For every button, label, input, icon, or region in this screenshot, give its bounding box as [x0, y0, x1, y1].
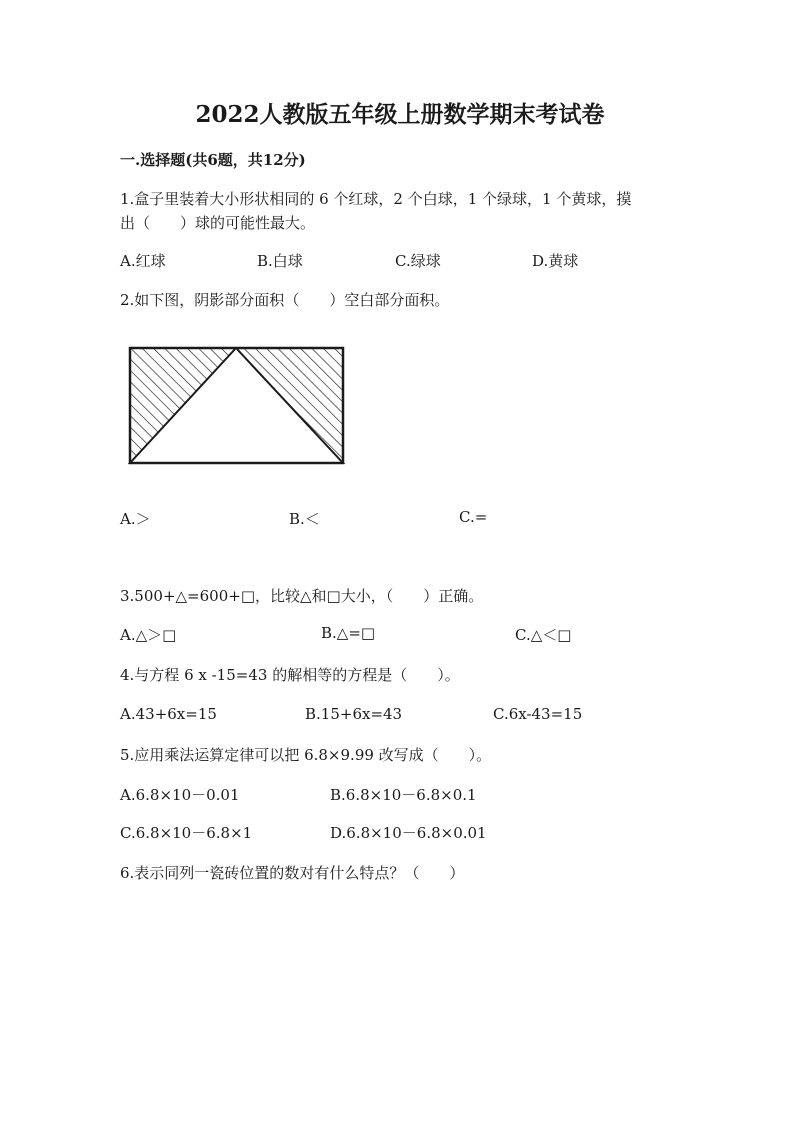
question-4-option-a: A.43+6x=15 [120, 705, 217, 723]
question-1-option-a: A.红球 [120, 252, 166, 270]
question-3-text: 3.500+△=600+□，比较△和□大小，（ ）正确。 [120, 587, 484, 605]
question-3-option-b: B.△=□ [321, 624, 376, 642]
question-4-option-b: B.15+6x=43 [305, 705, 403, 723]
question-1-option-b: B.白球 [257, 252, 303, 270]
question-1-option-c: C.绿球 [395, 252, 441, 270]
question-2-option-c: C.= [459, 508, 488, 526]
question-3-option-c: C.△＜□ [515, 626, 572, 644]
question-2-option-a: A.＞ [120, 510, 151, 528]
section-heading: 一.选择题(共6题，共12分) [120, 151, 306, 169]
question-4-text: 4.与方程 6 x -15=43 的解相等的方程是（ ）。 [120, 666, 460, 684]
shaded-area-figure [126, 344, 348, 472]
question-5-option-a: A.6.8×10－0.01 [120, 786, 240, 804]
question-1-text-line-2: 出（ ）球的可能性最大。 [120, 214, 316, 232]
question-5-option-c: C.6.8×10－6.8×1 [120, 824, 253, 842]
question-1-option-d: D.黄球 [532, 252, 579, 270]
question-4-option-c: C.6x-43=15 [493, 705, 583, 723]
rectangle-triangle-diagram [126, 344, 348, 468]
page-title: 2022人教版五年级上册数学期末考试卷 [195, 101, 605, 128]
question-1-text-line-1: 1.盒子里装着大小形状相同的 6 个红球，2 个白球，1 个绿球，1 个黄球，摸 [120, 190, 632, 208]
question-5-option-b: B.6.8×10－6.8×0.1 [330, 786, 477, 804]
question-5-text: 5.应用乘法运算定律可以把 6.8×9.99 改写成（ ）。 [120, 746, 492, 764]
question-3-option-a: A.△＞□ [120, 626, 177, 644]
question-2-option-b: B.＜ [289, 510, 320, 528]
question-2-text: 2.如下图，阴影部分面积（ ）空白部分面积。 [120, 291, 450, 309]
question-6-text: 6.表示同列一瓷砖位置的数对有什么特点？（ ） [120, 864, 465, 882]
question-5-option-d: D.6.8×10－6.8×0.01 [330, 824, 487, 842]
